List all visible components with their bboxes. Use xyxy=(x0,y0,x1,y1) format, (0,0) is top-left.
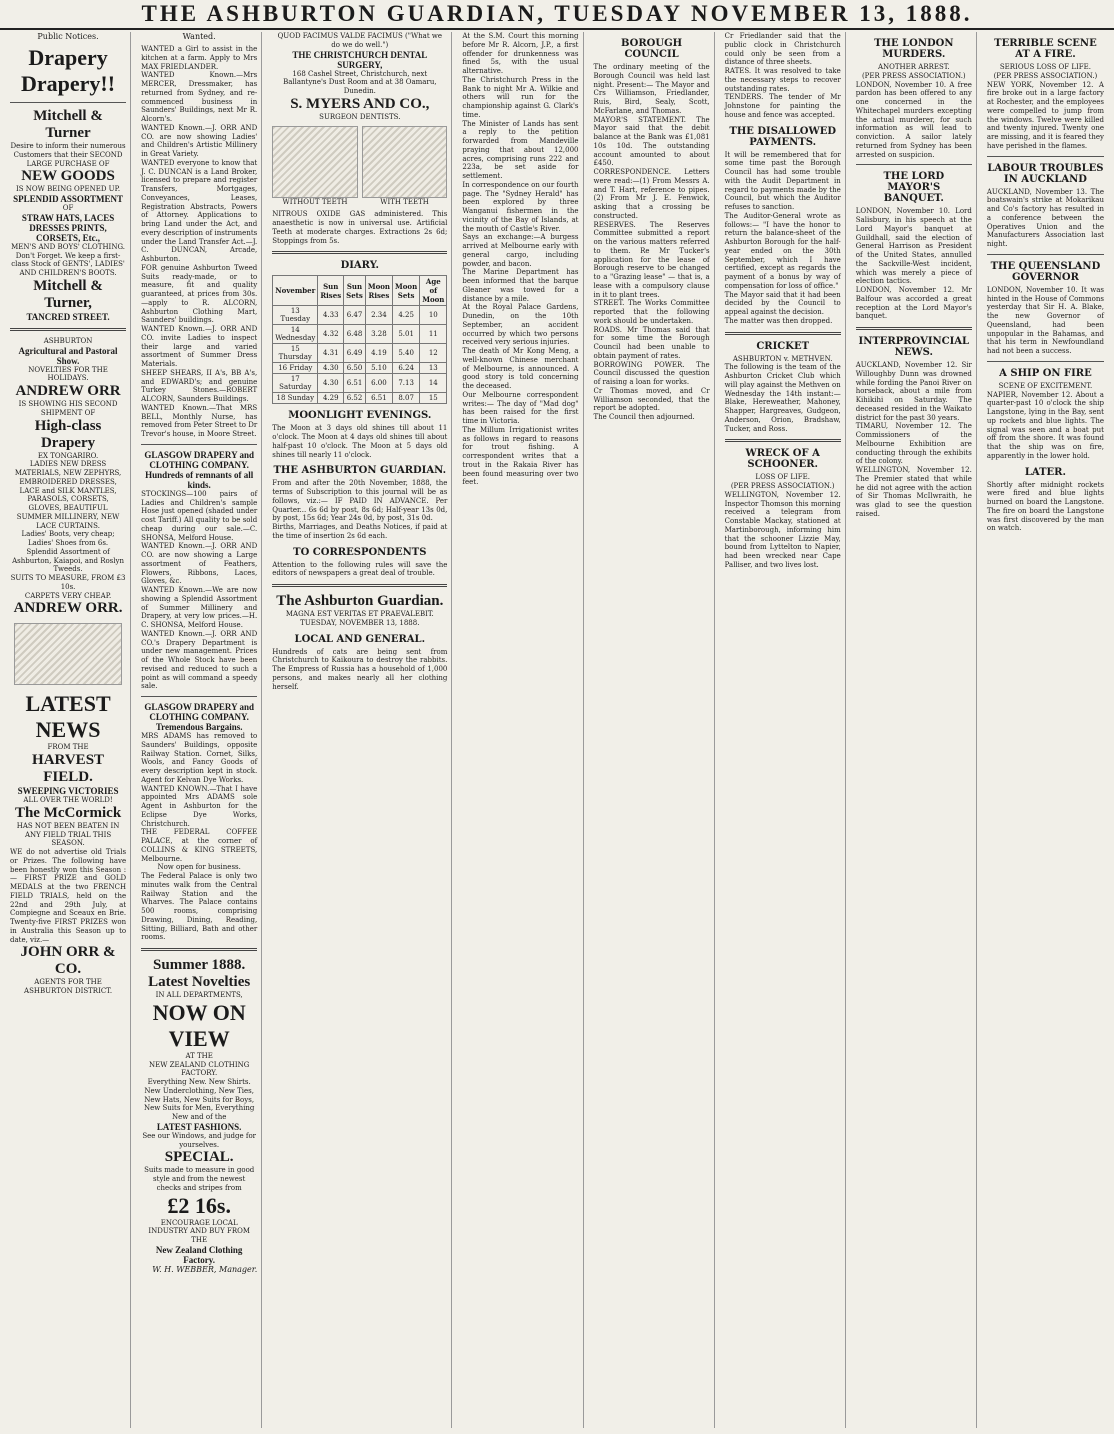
divider xyxy=(987,361,1104,362)
section-title: LABOUR TROUBLES IN AUCKLAND xyxy=(987,162,1104,185)
table-cell: 7.13 xyxy=(393,374,420,393)
section-header: Wanted. xyxy=(182,32,216,41)
table-cell: 3.28 xyxy=(365,325,392,344)
ad-headline: NEW GOODS xyxy=(21,168,115,185)
section-title: INTERPROVINCIAL NEWS. xyxy=(858,336,970,358)
table-cell: 11 xyxy=(420,325,447,344)
editorial-masthead: The Ashburton Guardian. xyxy=(276,593,444,609)
ad-text: IN ALL DEPARTMENTS, xyxy=(155,991,243,999)
ad-text: NEW ZEALAND CLOTHING FACTORY. xyxy=(148,1060,250,1078)
section-title: CRICKET xyxy=(756,340,810,352)
column-2 xyxy=(137,32,262,1428)
table-row xyxy=(273,325,447,344)
section-title: LATER. xyxy=(1024,466,1066,478)
ad-headline: NOW ON VIEW xyxy=(152,999,246,1051)
ad-headline: SPECIAL. xyxy=(164,1149,234,1166)
table-cell: 8.07 xyxy=(393,393,420,404)
firm-name: S. MYERS AND CO., xyxy=(290,95,430,112)
face-with-teeth-image xyxy=(362,126,448,198)
table-header-cell: Sun Rises xyxy=(318,276,344,306)
table-header-cell: Moon Rises xyxy=(365,276,392,306)
ad-text: SURGEON DENTISTS. xyxy=(319,112,401,121)
ad-headline: Summer 1888. xyxy=(153,957,246,973)
ad-text: Splendid Assortment of Ashburton, Kaiapoi, and Roslyn Tweeds. xyxy=(12,547,124,574)
ad-text: OF xyxy=(62,204,74,212)
article-body: LONDON, November 10. It was hinted in the House of Commons yesterday that Sir H. A. Blake, the new Governor of Queensland, had been unpopular in the Bahamas, and that his term in Newfoundland had not been a success. xyxy=(986,285,1104,355)
ad-headline: The McCormick xyxy=(14,804,122,821)
table-row xyxy=(273,306,447,325)
editorial-motto: MAGNA EST VERITAS ET PRAEVALEBIT. xyxy=(285,610,434,618)
article-body: Hundreds of cats are being sent from Christchurch to Kaikoura to destroy the rabbits. The Empress of Russia has a household of 1,000 persons, and makes nearly all her clothing herself. xyxy=(272,647,448,691)
column-5 xyxy=(590,32,715,1428)
classified-ads: MRS ADAMS has removed to Saunders' Buildings, opposite Railway Station. Cornet, Silks, Wools, and Fancy Goods of every description kept in stock. Agent for Kelvan Dye Works. WANTED KNOWN.—That I have appointed Mrs ADAMS sole Agent in Ashburton for the Eclipse Dye Works, Christchurch. THE FEDERAL COFFEE PALACE, at the corner of COLLINS & KING STREETS, Melbourne. xyxy=(141,732,258,863)
article-body: The ordinary meeting of the Borough Council was held last night. Present:— The Mayor and Crs Williamson, Friedlander, Ruis, Bird, Sealy, Scott, McFarlane, and Thomas. MAYOR'S STATEMENT. The Mayor said that the debit balance at the Bank was £1,081 10s 10d. The outstanding account amounted to about £450. CORRESPONDENCE. Letters were read:—(1) From Messrs A. and T. Hart, reference to pipes. (2) From Mr J. E. Fenwick, asking that a crossing be constructed. RESERVES. The Reserves Committee submitted a report on the various matters referred to them. Re Mr Tucker's application for the lease of Borough reserve to be changed to a "Grazing lease" — that is, a lease with a compulsory clause in it to plant trees. STREET. The Works Committee reported that the following work should be undertaken. ROADS. Mr Thomas said that for some time the Borough Council had been unable to obtain payment of rates. BORROWING POWER. The Council discussed the question of raising a loan for works. Cr Thomas moved, and Cr Williamson seconded, that the report be adopted. The Council then adjourned. xyxy=(593,63,710,421)
table-cell: 16 Friday xyxy=(273,363,318,374)
ad-headline: STRAW HATS, LACES DRESSES PRINTS, CORSETS, Etc., xyxy=(21,212,115,243)
article-body: The Moon at 3 days old shines till about 11 o'clock. The Moon at 4 days old shines till about half-past 10 o'clock. The Moon at 5 days old shines till nearly 11 o'clock. xyxy=(272,424,448,459)
ad-text: MEN'S AND BOYS' CLOTHING. xyxy=(11,242,126,251)
table-cell: 13 Tuesday xyxy=(273,306,318,325)
article-body: AUCKLAND, November 13. The boatswain's strike at Mokarikau and Co's factory has resulted in a conference between the Operatives Union and the Manufacturers Association last night. xyxy=(986,187,1104,248)
table-cell: 6.51 xyxy=(344,374,366,393)
article-body: At the S.M. Court this morning before Mr R. Alcorn, J.P., a first offender for drunkenness was fined 5s, with the usual alternative. The Christchurch Press in the Bank to night Mr A. Wilkie and others will run for the championship against G. Clark's time. The Minister of Lands has sent a reply to the petition forwarded from Mandeville praying that about 12,000 acres, comprising runs 222 and 223a, be set aside for settlement. In correspondence on our fourth page. The "Sydney Herald" has been explored by three Wanganui fishermen in the vicinity of the Bay of Islands, at the mouth of Castle's River. Says an exchange:—A burgess arrived at Melbourne early with general cargo, including powder, and bacon. The Marine Department has been informed that the barque Gleaner was towed for a distance by a mile. At the Royal Palace Gardens, Dunedin, on the 10th September, an accident occurred by which two persons received very serious injuries. The death of Mr Kong Meng, a well-known Chinese merchant of Melbourne, is announced. A good story is told concerning the deceased. Our Melbourne correspondent writes:— The day of "Mad dog" has been raised for the first time in Victoria. The Millum Irrigationist writes as follows in regard to reasons for trout fishing. A correspondent writes that a trout in the Rakaia River has been found measuring over two feet. xyxy=(462,32,579,487)
divider xyxy=(272,251,447,254)
table-cell: 4.29 xyxy=(318,393,344,404)
subtitle: ASHBURTON v. METHVEN. xyxy=(732,354,833,363)
firm-name: Mitchell & Turner, xyxy=(33,277,103,311)
section-title: MOONLIGHT EVENINGS. xyxy=(288,410,432,422)
article-body: AUCKLAND, November 12. Sir Willoughby Dunn was drowned while fording the Panoi River on horseback, about a mile from Kihikihi on Saturday. The deceased resided in the Waikato district for the past 30 years. TIMARU, November 12. The Commissioners of the Melbourne Exhibition are conducting through the exhibits of the colony. WELLINGTON, November 12. The Premier stated that while he did not agree with the action of Sir Thomas McIlwraith, he was glad to see the question raised. xyxy=(855,361,972,518)
byline: (PER PRESS ASSOCIATION.) xyxy=(730,482,835,490)
table-header-cell: Age of Moon xyxy=(420,276,447,306)
ad-body: WE do not advertise old Trials or Prizes. The following have been honestly won this Season :— FIRST PRIZE and GOLD MEDALS at the two FRENCH FIELD TRIALS, held on the 22nd and 29th July, at Compiegne and Sceaux en Brie. Twenty-five FIRST PRIZES won in Australia this Season up to date, viz.— xyxy=(10,848,127,944)
table-cell: 4.31 xyxy=(318,344,344,363)
ad-text: FROM THE xyxy=(47,743,89,752)
article-body: WELLINGTON, November 12. Inspector Thomson this morning received a telegram from Constable Mackay, stationed at Martinborough, informing him that the schooner Lizzie May, bound from Lyttelton to Napier, had been wrecked near Cape Palliser, and two lives lost. xyxy=(724,490,841,569)
ad-text: Now open for business. xyxy=(157,863,241,872)
signature: W. H. WEBBER, Manager. xyxy=(152,1264,258,1274)
diary-table xyxy=(272,275,447,404)
divider xyxy=(10,328,126,331)
table-cell: 10 xyxy=(420,306,447,325)
ad-text: ENCOURAGE LOCAL INDUSTRY AND BUY FROM THE xyxy=(148,1218,251,1244)
divider xyxy=(141,444,257,445)
column-6 xyxy=(721,32,846,1428)
ad-text: Don't Forget. We keep a first-class Stock of GENTS', LADIES' AND CHILDREN'S BOOTS. xyxy=(11,251,125,277)
table-cell: 5.01 xyxy=(393,325,420,344)
ad-text: ALL OVER THE WORLD! xyxy=(23,796,113,804)
table-cell: 14 Wednesday xyxy=(273,325,318,344)
table-row xyxy=(273,363,447,374)
masthead xyxy=(0,0,1114,30)
ad-text: IS SHOWING HIS SECOND SHIPMENT OF xyxy=(18,400,118,417)
divider xyxy=(725,439,841,442)
article-body: Cr Friedlander said that the public clock in Christchurch could only be seen from a distance of three sheets. RATES. It was resolved to take the necessary steps to recover outstanding rates. TENDERS. The tender of Mr Johnstone for painting the house and fence was accepted. xyxy=(724,32,841,119)
article-body: The following is the team of the Ashburton Cricket Club which will play against the Methven on Wednesday the 14th instant:—Blake, Hereweather, Mahoney, Shapper, Hargreaves, Gudgeon, Anderson, Orion, Bradshaw, Tucker, and Ross. xyxy=(724,363,841,433)
classified-ads: WANTED a Girl to assist in the kitchen at a farm. Apply to Mrs MAX FRIEDLANDER. WANTED Known.—Mrs MERCER, Dressmaker, has returned from Sydney, and re-commenced business in Saunders' Buildings, next Mr R. Alcorn's. WANTED Known.—J. ORR AND CO. are now showing Ladies' and Children's Artistic Millinery in Great Variety. WANTED everyone to know that J. C. DUNCAN is a Land Broker, licensed to prepare and register Transfers, Mortgages, Conveyances, Leases, Registration Abstracts, Powers of Attorney. Applications to bring Land under the Act, and every description of instruments under the Land Transfer Act.—J. C. DUNCAN, Arcade, Ashburton. FOR genuine Ashburton Tweed Suits ready-made, or to measure, fit and quality guaranteed, at prices from 30s.—apply to R. ALCORN, Ashburton Clothing Mart, Saunders' buildings. WANTED Known.—J. ORR AND CO. invite Ladies to inspect their large and varied assortment of Summer Dress Materials. SHEEP SHEARS, II A's, BB A's, and EDWARD's; and genuine Turkey Stones.—ROBERT ALCORN, Saunders Buildings. WANTED Known.—That MRS BELL, Monthly Nurse, has removed from Peter Street to Dr Trevor's house, in Moore Street. xyxy=(141,45,258,438)
section-title: WRECK OF A SCHOONER. xyxy=(745,448,820,471)
firm-name: ANDREW ORR. xyxy=(13,600,123,617)
diary-title: DIARY. xyxy=(340,260,380,272)
article-body: NEW YORK, November 12. A fire broke out in a large factory at Rochester, and the employees were compelled to jump from the windows. Twelve were killed and twenty injured. Twenty one are missing, and it is feared they have perished in the flames. xyxy=(986,80,1104,150)
section-title: THE DISALLOWED PAYMENTS. xyxy=(729,125,836,148)
ad-text: EX TONGARIRO. xyxy=(37,451,99,460)
caption: WITH TEETH xyxy=(380,197,429,206)
table-cell: 15 Thursday xyxy=(273,344,318,363)
ad-text: AGENTS FOR THE ASHBURTON DISTRICT. xyxy=(24,978,113,995)
ad-headline: Drapery Drapery!! xyxy=(21,45,116,96)
ad-text: 168 Cashel Street, Christchurch, next Ballantyne's Dust Room and at 38 Oamaru, Dunedin. xyxy=(283,69,437,95)
firm-name: ANDREW ORR xyxy=(15,383,121,399)
ad-headline: High-class Drapery xyxy=(34,417,102,451)
table-cell: 17 Saturday xyxy=(273,374,318,393)
table-cell: 5.10 xyxy=(365,363,392,374)
ad-body: NITROUS OXIDE GAS administered. This anaesthetic is now in universal use. Artificial Teeth at moderate charges. Extractions 2s 6d; Stoppings from 5s. xyxy=(272,210,448,245)
editorial-date: TUESDAY, NOVEMBER 13, 1888. xyxy=(300,618,420,627)
section-title: TERRIBLE SCENE AT A FIRE. xyxy=(994,38,1097,60)
table-cell: 13 xyxy=(420,363,447,374)
table-cell: 12 xyxy=(420,344,447,363)
ad-headline: THE CHRISTCHURCH DENTAL SURGERY, xyxy=(292,49,428,70)
divider xyxy=(10,102,126,103)
table-header-cell: Sun Sets xyxy=(344,276,366,306)
table-cell: 6.24 xyxy=(393,363,420,374)
ad-text: ASHBURTON xyxy=(43,336,93,345)
ad-text: CARPETS VERY CHEAP. xyxy=(24,591,112,600)
section-header: Public Notices. xyxy=(37,32,99,41)
section-title: THE ASHBURTON GUARDIAN. xyxy=(273,465,447,477)
page-columns xyxy=(6,32,1108,1428)
ad-text: See our Windows, and judge for yourselves. xyxy=(142,1131,257,1149)
ad-text: Suits made to measure in good style and from the newest checks and stripes from xyxy=(144,1166,255,1192)
table-row xyxy=(273,344,447,363)
article-body: NAPIER, November 12. About a quarter-past 10 o'clock the ship Langstone, lying in the Bay, sent up rockets and blue lights. The signal was seen and a boat put off from the shore. It was found that the ship was on fire, apparently in the lower hold. xyxy=(986,390,1104,460)
divider xyxy=(141,696,257,697)
ad-headline: GLASGOW DRAPERY and CLOTHING COMPANY. Hundreds of remnants of all kinds. xyxy=(144,449,255,490)
table-cell: 6.49 xyxy=(344,344,366,363)
ad-text: HAS NOT BEEN BEATEN IN ANY FIELD TRIAL THIS SEASON. xyxy=(16,821,120,848)
article-body: Shortly after midnight rockets were fired and blue lights burned on board the Langstone. The fire on board the Langstone was first discovered by the man on watch. xyxy=(986,480,1104,533)
street-name: TANCRED STREET. xyxy=(26,311,110,322)
ad-text: IS NOW BEING OPENED UP. xyxy=(16,185,121,194)
table-row xyxy=(273,393,447,404)
table-cell: 5.40 xyxy=(393,344,420,363)
section-title: TO CORRESPONDENTS xyxy=(293,546,427,558)
newspaper-title: THE ASHBURTON GUARDIAN, TUESDAY NOVEMBER 13, 1888. xyxy=(141,1,973,26)
section-title: THE LORD MAYOR'S BANQUET. xyxy=(883,171,945,205)
table-header-row xyxy=(273,276,447,306)
table-cell: 15 xyxy=(420,393,447,404)
ad-headline: SPLENDID ASSORTMENT xyxy=(13,194,124,204)
firm-name: New Zealand Clothing Factory. xyxy=(155,1244,243,1265)
article-body: It will be remembered that for some time past the Borough Council has had some trouble with the Audit Department in regard to payments made by the Council, but which the Auditor refuses to sanction. The Auditor-General wrote as follows:— "I have the honor to return the balance-sheet of the Ashburton Borough for the half-year ended on the 30th September, which I have certified, except as regards the payment of a bonus by way of compensation for loss of office." The Mayor said that it had been decided by the Council to appeal against the decision. The matter was then dropped. xyxy=(724,150,841,325)
ad-text: SUITS TO MEASURE, FROM £3 10s. xyxy=(10,574,126,591)
ad-headline: LATEST FASHIONS. xyxy=(156,1121,242,1132)
subtitle: SCENE OF EXCITEMENT. xyxy=(998,381,1093,390)
price: £2 16s. xyxy=(167,1192,231,1218)
face-without-teeth-image xyxy=(272,126,358,198)
table-body xyxy=(273,306,447,404)
subtitle: ANOTHER ARREST. xyxy=(877,63,950,71)
motto: QUOD FACIMUS VALDE FACIMUS ("What we do we do well.") xyxy=(277,32,443,49)
column-1 xyxy=(6,32,131,1428)
article-body: LONDON, November 10. A free pardon has been offered to any one concerned in the Whitechapel murders excepting the actual murderer, for such information as will lead to conviction. A sailor lately returned from Sydney has been arrested on suspicion. xyxy=(855,80,972,159)
ad-headline: LATEST NEWS xyxy=(25,691,111,743)
table-header-cell: Moon Sets xyxy=(393,276,420,306)
table-cell: 4.33 xyxy=(318,306,344,325)
article-body: Attention to the following rules will save the editors of newspapers a great deal of trouble. xyxy=(272,560,448,578)
section-title: BOROUGH COUNCIL xyxy=(621,38,683,60)
table-cell: 18 Sunday xyxy=(273,393,318,404)
ad-body: The Federal Palace is only two minutes walk from the Central Railway Station and the Wharves. The Palace contains 500 rooms, comprising Drawing, Dining, Reading, Sitting, Billiard, Bath and other rooms. xyxy=(141,872,258,942)
table-cell: 4.30 xyxy=(318,374,344,393)
table-cell: 6.52 xyxy=(344,393,366,404)
table-cell: 4.30 xyxy=(318,363,344,374)
ad-text: Ladies' Boots, very cheap; Ladies' Shoes from 6s. xyxy=(21,530,115,547)
table-cell: 4.32 xyxy=(318,325,344,344)
table-cell: 4.19 xyxy=(365,344,392,363)
subtitle: SERIOUS LOSS OF LIFE. xyxy=(999,63,1091,71)
column-8 xyxy=(983,32,1108,1428)
table-cell: 6.00 xyxy=(365,374,392,393)
article-body: LONDON, November 10. Lord Salisbury, in his speech at the Lord Mayor's banquet at Guildhall, said the election of General Harrison as President of the United States, annulled the Sackville-West incident, which was merely a piece of election tactics. LONDON, November 12. Mr Balfour was accorded a great reception at the Lord Mayor's banquet. xyxy=(855,207,972,321)
caption: WITHOUT TEETH xyxy=(282,197,348,206)
ad-text: LADIES NEW DRESS MATERIALS, NEW ZEPHYRS, EMBROIDERED DRESSES, LACE and SILK MANTLES, PARASOLS, CORSETS, GLOVES, BEAUTIFUL SUMMER MILLINERY, NEW LACE CURTAINS. xyxy=(14,460,122,530)
ad-headline: GLASGOW DRAPERY and CLOTHING COMPANY. Tremendous Bargains. xyxy=(144,702,255,732)
table-cell: 2.34 xyxy=(365,306,392,325)
firm-name: JOHN ORR & CO. xyxy=(20,944,116,978)
divider xyxy=(141,948,257,951)
byline: (PER PRESS ASSOCIATION.) xyxy=(861,71,966,80)
divider xyxy=(272,584,447,587)
ad-headline: Latest Novelties xyxy=(148,974,251,990)
section-title: A SHIP ON FIRE xyxy=(999,367,1092,379)
section-title: THE LONDON MURDERS. xyxy=(874,38,954,60)
table-cell: 6.51 xyxy=(365,393,392,404)
column-4 xyxy=(458,32,583,1428)
divider xyxy=(987,254,1104,255)
ad-headline: HARVEST FIELD. xyxy=(32,752,105,785)
dental-illustration xyxy=(272,126,447,207)
ad-text: AT THE xyxy=(185,1051,213,1060)
section-title: THE QUEENSLAND GOVERNOR xyxy=(990,260,1101,283)
table-cell: 14 xyxy=(420,374,447,393)
ad-text: NOVELTIES FOR THE HOLIDAYS. xyxy=(28,365,108,383)
table-header-cell: November xyxy=(273,276,318,306)
byline: (PER PRESS ASSOCIATION.) xyxy=(993,71,1098,80)
divider xyxy=(987,156,1104,157)
article-body: Births, Marriages, and Deaths Notices, if paid at the time of insertion 2s 6d each. xyxy=(272,523,448,540)
column-3 xyxy=(268,32,452,1428)
table-cell: 6.47 xyxy=(344,306,366,325)
article-body: From and after the 20th November, 1888, the terms of Subscription to this journal will be as follows, viz.:— IF PAID IN ADVANCE. Per Quarter... 6s 6d by post, 8s 6d; Half-year 13s 0d, by post, 15s 6d; Year 24s 0d, by post, 31s 0d. xyxy=(272,479,448,523)
ad-text: Desire to inform their numerous Customers that their SECOND LARGE PURCHASE OF xyxy=(10,142,126,168)
classified-ads: STOCKINGS—100 pairs of Ladies and Children's sample Hose just opened (shaded under cost Tariff.) All quality to be sold cheap during our sale.—C. SHONSA, Melford House. WANTED Known.—J. ORR AND CO. are now showing a Large assortment of Feathers, Flowers, Ribbons, Laces, Gloves, &c. WANTED Known.—We are now showing a Splendid Assortment of Summer Millinery and Drapery, at very low prices.—H. C. SHONSA, Melford House. WANTED Known.—J. ORR AND CO.'s Drapery Department is under new management. Prices of the Whole Stock have been revised and reduced to such a point as will command a speedy sale. xyxy=(141,489,258,691)
table-cell: 6.48 xyxy=(344,325,366,344)
ad-text: Everything New. New Shirts. New Underclothing, New Ties, New Hats, New Suits for Boys, New Suits for Men, Everything New and of the xyxy=(143,1078,255,1121)
harvester-illustration xyxy=(14,623,122,685)
table-row xyxy=(273,374,447,393)
section-title: LOCAL AND GENERAL. xyxy=(294,633,426,645)
table-cell: 6.50 xyxy=(344,363,366,374)
divider xyxy=(725,332,841,335)
firm-name: Mitchell & Turner xyxy=(33,108,103,141)
column-7 xyxy=(852,32,977,1428)
subtitle: LOSS OF LIFE. xyxy=(755,473,810,482)
table-cell: 4.25 xyxy=(393,306,420,325)
ad-headline: Agricultural and Pastoral Show. xyxy=(18,345,118,366)
divider xyxy=(856,327,972,330)
ad-headline: SWEEPING VICTORIES xyxy=(17,786,119,796)
divider xyxy=(856,164,972,165)
